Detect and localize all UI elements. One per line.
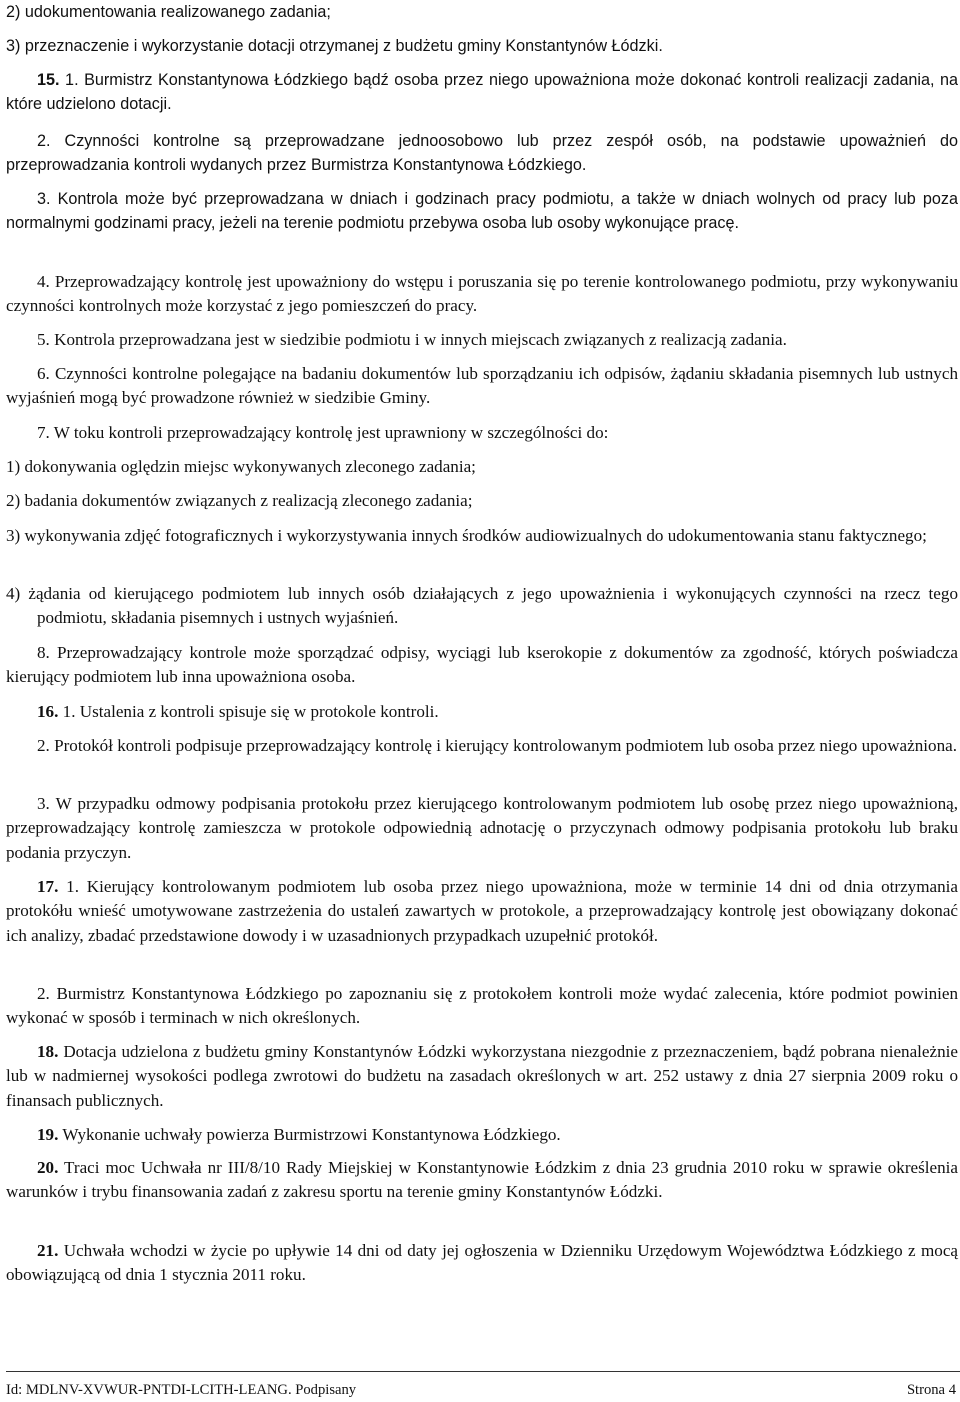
document-id: Id: MDLNV-XVWUR-PNTDI-LCITH-LEANG. Podpisany (6, 1382, 357, 1398)
section-number: 18. (37, 1042, 59, 1061)
section-text: 1. Kierujący kontrolowanym podmiotem lub osoba przez niego upoważniona, może w terminie 14 dni od dnia otrzymania protokółu wnieść umotywowane zastrzeżenia do ustaleń zawartych w protokole, a przeprowadzający kontrolę jest obowiązany dokonać ich analizy, zbadać przedstawione dowody i w uzasadnionych przypadkach uzupełnić protokół. (6, 877, 958, 945)
section-20 (6, 1156, 958, 1205)
section-number: 19. (37, 1125, 59, 1144)
paragraph: 3) przeznaczenie i wykorzystanie dotacji otrzymanej z budżetu gminy Konstantynów Łódzki. (6, 37, 663, 55)
section-text: 1. Ustalenia z kontroli spisuje się w protokole kontroli. (58, 702, 439, 721)
section-number: 16. (37, 702, 59, 721)
list-item: 4) żądania od kierującego podmiotem lub innych osób działających z jego upoważnienia i wykonujących czynności na rzecz tego podmiotu, składania pisemnych i ustnych wyjaśnień. (6, 584, 958, 628)
section-number: 15. (37, 71, 60, 89)
section-text: Dotacja udzielona z budżetu gminy Konstantynów Łódzki wykorzystana niezgodnie z przeznaczeniem, bądź pobrana nienależnie lub w nadmiernej wysokości podlega zwrotowi do budżetu na zasadach określonych w art. 252 ustawy z dnia 27 sierpnia 2009 roku o finansach publicznych. (6, 1042, 958, 1110)
list-item: 1) dokonywania oględzin miejsc wykonywanych zleconego zadania; (6, 457, 476, 476)
paragraph: 2. Czynności kontrolne są przeprowadzane jednoosobowo lub przez zespół osób, na podstawie upoważnień do przeprowadzania kontroli wydanych przez Burmistrza Konstantynowa Łódzkiego. (6, 132, 958, 175)
list-item: 2) badania dokumentów związanych z realizacją zleconego zadania; (6, 491, 473, 510)
paragraph: 6. Czynności kontrolne polegające na badaniu dokumentów lub sporządzaniu ich odpisów, żądaniu składania pisemnych lub ustnych wyjaśnień mogą być prowadzone również w siedzibie Gminy. (6, 364, 958, 408)
paragraph: 2. Burmistrz Konstantynowa Łódzkiego po zapoznaniu się z protokołem kontroli może wydać zalecenia, które podmiot powinien wykonać w sposób i terminach w nich określonych. (6, 984, 958, 1028)
list-item: 3) wykonywania zdjęć fotograficznych i wykorzystywania innych środków audiowizualnych do udokumentowania stanu faktycznego; (6, 526, 927, 545)
section-15 (6, 68, 958, 117)
footer-divider (6, 1371, 960, 1372)
paragraph: 8. Przeprowadzający kontrole może sporządzać odpisy, wyciągi lub kserokopie z dokumentów za zgodność, których poświadcza kierujący podmiotem lub inna upoważniona osoba. (6, 643, 958, 687)
page-number: Strona 4 (906, 1382, 956, 1398)
section-16 (6, 700, 958, 724)
section-19 (6, 1123, 958, 1147)
section-17 (6, 875, 958, 948)
section-number: 17. (37, 877, 59, 896)
section-number: 21. (37, 1241, 59, 1260)
section-text: Uchwała wchodzi w życie po upływie 14 dni od daty jej ogłoszenia w Dzienniku Urzędowym Województwa Łódzkiego z mocą obowiązującą od dnia 1 stycznia 2011 roku. (6, 1241, 958, 1285)
section-21 (6, 1239, 958, 1288)
section-text: Wykonanie uchwały powierza Burmistrzowi Konstantynowa Łódzkiego. (58, 1125, 561, 1144)
section-text: Traci moc Uchwała nr III/8/10 Rady Miejskiej w Konstantynowie Łódzkim z dnia 23 grudnia 2010 roku w sprawie określenia warunków i trybu finansowania zadań z zakresu sportu na terenie gminy Konstantynów Łódzki. (6, 1158, 958, 1202)
section-18 (6, 1040, 958, 1113)
paragraph: 4. Przeprowadzający kontrolę jest upoważniony do wstępu i poruszania się po terenie kontrolowanego podmiotu, przy wykonywaniu czynności kontrolnych może korzystać z jego pomieszczeń do pracy. (6, 272, 958, 316)
paragraph: 7. W toku kontroli przeprowadzający kontrolę jest uprawniony w szczególności do: (37, 423, 609, 442)
paragraph: 5. Kontrola przeprowadzana jest w siedzibie podmiotu i w innych miejscach związanych z realizacją zadania. (37, 330, 787, 349)
section-number: 20. (37, 1158, 59, 1177)
section-text: 1. Burmistrz Konstantynowa Łódzkiego bądź osoba przez niego upoważniona może dokonać kontroli realizacji zadania, na które udzielono dotacji. (6, 71, 958, 114)
paragraph: 3. Kontrola może być przeprowadzana w dniach i godzinach pracy podmiotu, a także w dniach wolnych od pracy lub poza normalnymi godzinami pracy, jeżeli na terenie podmiotu przebywa osoba lub osoby wykonujące pracę. (6, 190, 958, 233)
paragraph: 3. W przypadku odmowy podpisania protokołu przez kierującego kontrolowanym podmiotem lub osobę przez niego upoważnioną, przeprowadzający kontrolę zamieszcza w protokole odpowiednią adnotację o przyczynach odmowy podpisania protokołu lub braku podania przyczyn. (6, 794, 958, 862)
paragraph: 2. Protokół kontroli podpisuje przeprowadzający kontrolę i kierujący kontrolowanym podmiotem lub osoba przez niego upoważniona. (37, 736, 957, 755)
document-page (6, 0, 958, 1402)
paragraph: 2) udokumentowania realizowanego zadania; (6, 3, 331, 21)
